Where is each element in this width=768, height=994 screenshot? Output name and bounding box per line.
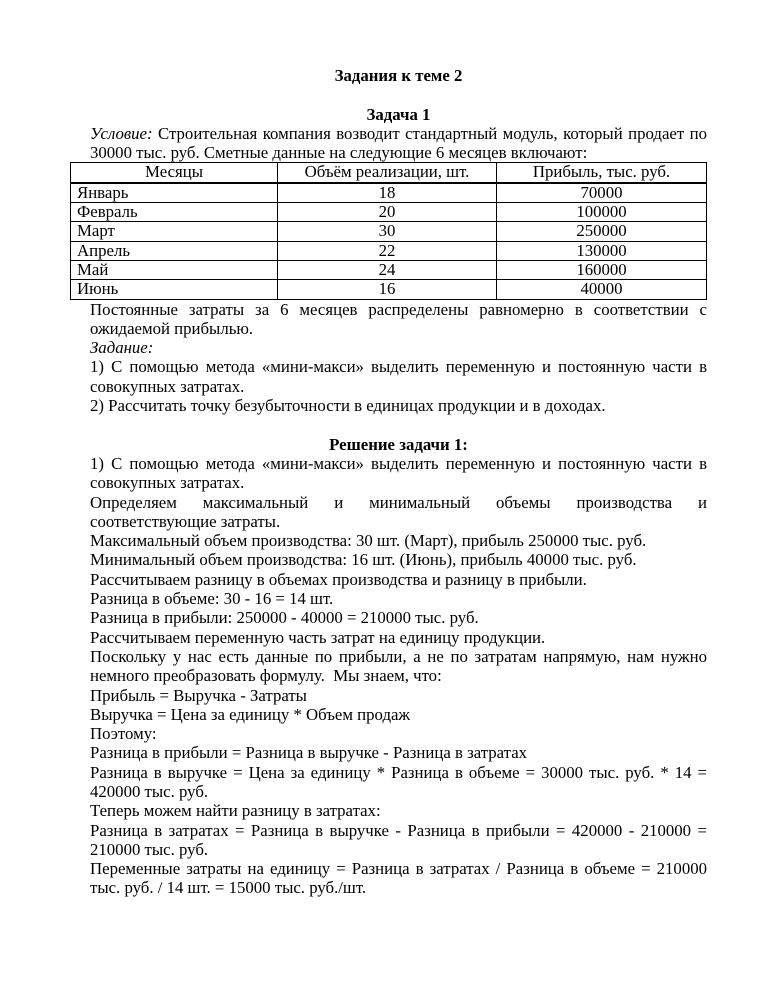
note-paragraph: Постоянные затраты за 6 месяцев распределены равномерно в соответствии с ожидаемой прибылью. xyxy=(90,299,707,338)
condition-paragraph xyxy=(90,124,707,163)
table-cell: Июнь xyxy=(71,280,278,299)
table-cell: Март xyxy=(71,222,278,241)
solution-paragraph: Максимальный объем производства: 30 шт. (Март), прибыль 250000 тыс. руб. xyxy=(90,531,647,551)
solution-paragraph: Минимальный объем производства: 16 шт. (Июнь), прибыль 40000 тыс. руб. xyxy=(90,550,637,570)
table-cell: 160000 xyxy=(496,260,706,279)
table-cell: 20 xyxy=(278,203,497,222)
condition-label: Условие: xyxy=(90,123,153,143)
table-cell: 70000 xyxy=(496,183,706,203)
table-cell: 250000 xyxy=(496,222,706,241)
document-title: Задания к теме 2 xyxy=(334,66,463,85)
table-row xyxy=(71,260,707,279)
spacer xyxy=(90,415,707,434)
table-row xyxy=(71,222,707,241)
column-header-months: Месяцы xyxy=(71,163,278,183)
assignment-item-1: 1) С помощью метода «мини-макси» выделить переменную и постоянную части в совокупных затратах. xyxy=(90,357,707,396)
column-header-volume: Объём реализации, шт. xyxy=(278,163,497,183)
table-cell: 130000 xyxy=(496,241,706,260)
solution-paragraph: Разница в объеме: 30 - 16 = 14 шт. xyxy=(90,589,334,609)
condition-text: Строительная компания возводит стандартный модуль, который продает по 30000 тыс. руб. Сметные данные на следующие 6 месяцев включают: xyxy=(90,123,707,163)
table-cell: Февраль xyxy=(71,203,278,222)
solution-paragraph: Разница в выручке = Цена за единицу * Разница в объеме = 30000 тыс. руб. * 14 = 420000 тыс. руб. xyxy=(90,762,707,801)
solution-paragraph: 1) С помощью метода «мини-макси» выделить переменную и постоянную части в совокупных затратах. xyxy=(90,453,707,493)
table-cell: Май xyxy=(71,260,278,279)
table-row xyxy=(71,280,707,299)
table-header-row xyxy=(71,163,707,183)
table-row xyxy=(71,183,707,203)
solution-paragraph: Разница в прибыли: 250000 - 40000 = 210000 тыс. руб. xyxy=(90,608,479,628)
table-cell: Апрель xyxy=(71,241,278,260)
task-heading: Задача 1 xyxy=(366,104,431,124)
table-cell: Январь xyxy=(71,183,278,203)
solution-paragraph: Переменные затраты на единицу = Разница в затратах / Разница в объеме = 210000 тыс. руб. / 14 шт. = 15000 тыс. руб./шт. xyxy=(90,859,707,898)
solution-heading: Решение задачи 1: xyxy=(329,434,468,454)
solution-paragraph: Выручка = Цена за единицу * Объем продаж xyxy=(90,704,411,724)
solution-paragraphs xyxy=(90,454,707,898)
table-cell: 16 xyxy=(278,280,497,299)
spacer xyxy=(90,85,707,104)
solution-paragraph: Поскольку у нас есть данные по прибыли, а не по затратам напрямую, нам нужно немного преобразовать формулу. Мы знаем, что: xyxy=(90,646,707,686)
table-cell: 22 xyxy=(278,241,497,260)
table-row xyxy=(71,241,707,260)
solution-paragraph: Разница в прибыли = Разница в выручке - Разница в затратах xyxy=(90,743,528,763)
assignment-label: Задание: xyxy=(90,338,154,358)
table-cell: 24 xyxy=(278,260,497,279)
table-cell: 30 xyxy=(278,222,497,241)
solution-paragraph: Разница в затратах = Разница в выручке - Разница в прибыли = 420000 - 210000 = 210000 тыс. руб. xyxy=(90,820,707,859)
months-table-body xyxy=(71,183,707,299)
solution-paragraph: Поэтому: xyxy=(90,724,157,744)
table-cell: 18 xyxy=(278,183,497,203)
solution-paragraph: Рассчитываем разницу в объемах производства и разницу в прибыли. xyxy=(90,569,587,589)
solution-paragraph: Определяем максимальный и минимальный объемы производства и соответствующие затраты. xyxy=(90,492,707,531)
solution-paragraph: Прибыль = Выручка - Затраты xyxy=(90,685,307,705)
solution-paragraph: Рассчитываем переменную часть затрат на единицу продукции. xyxy=(90,627,546,647)
table-cell: 40000 xyxy=(496,280,706,299)
column-header-profit: Прибыль, тыс. руб. xyxy=(496,163,706,183)
months-table xyxy=(70,162,707,299)
assignment-item-2: 2) Рассчитать точку безубыточности в единицах продукции и в доходах. xyxy=(90,396,606,416)
table-cell: 100000 xyxy=(496,203,706,222)
table-row xyxy=(71,203,707,222)
solution-paragraph: Теперь можем найти разницу в затратах: xyxy=(90,801,381,821)
months-table-header xyxy=(71,163,707,183)
